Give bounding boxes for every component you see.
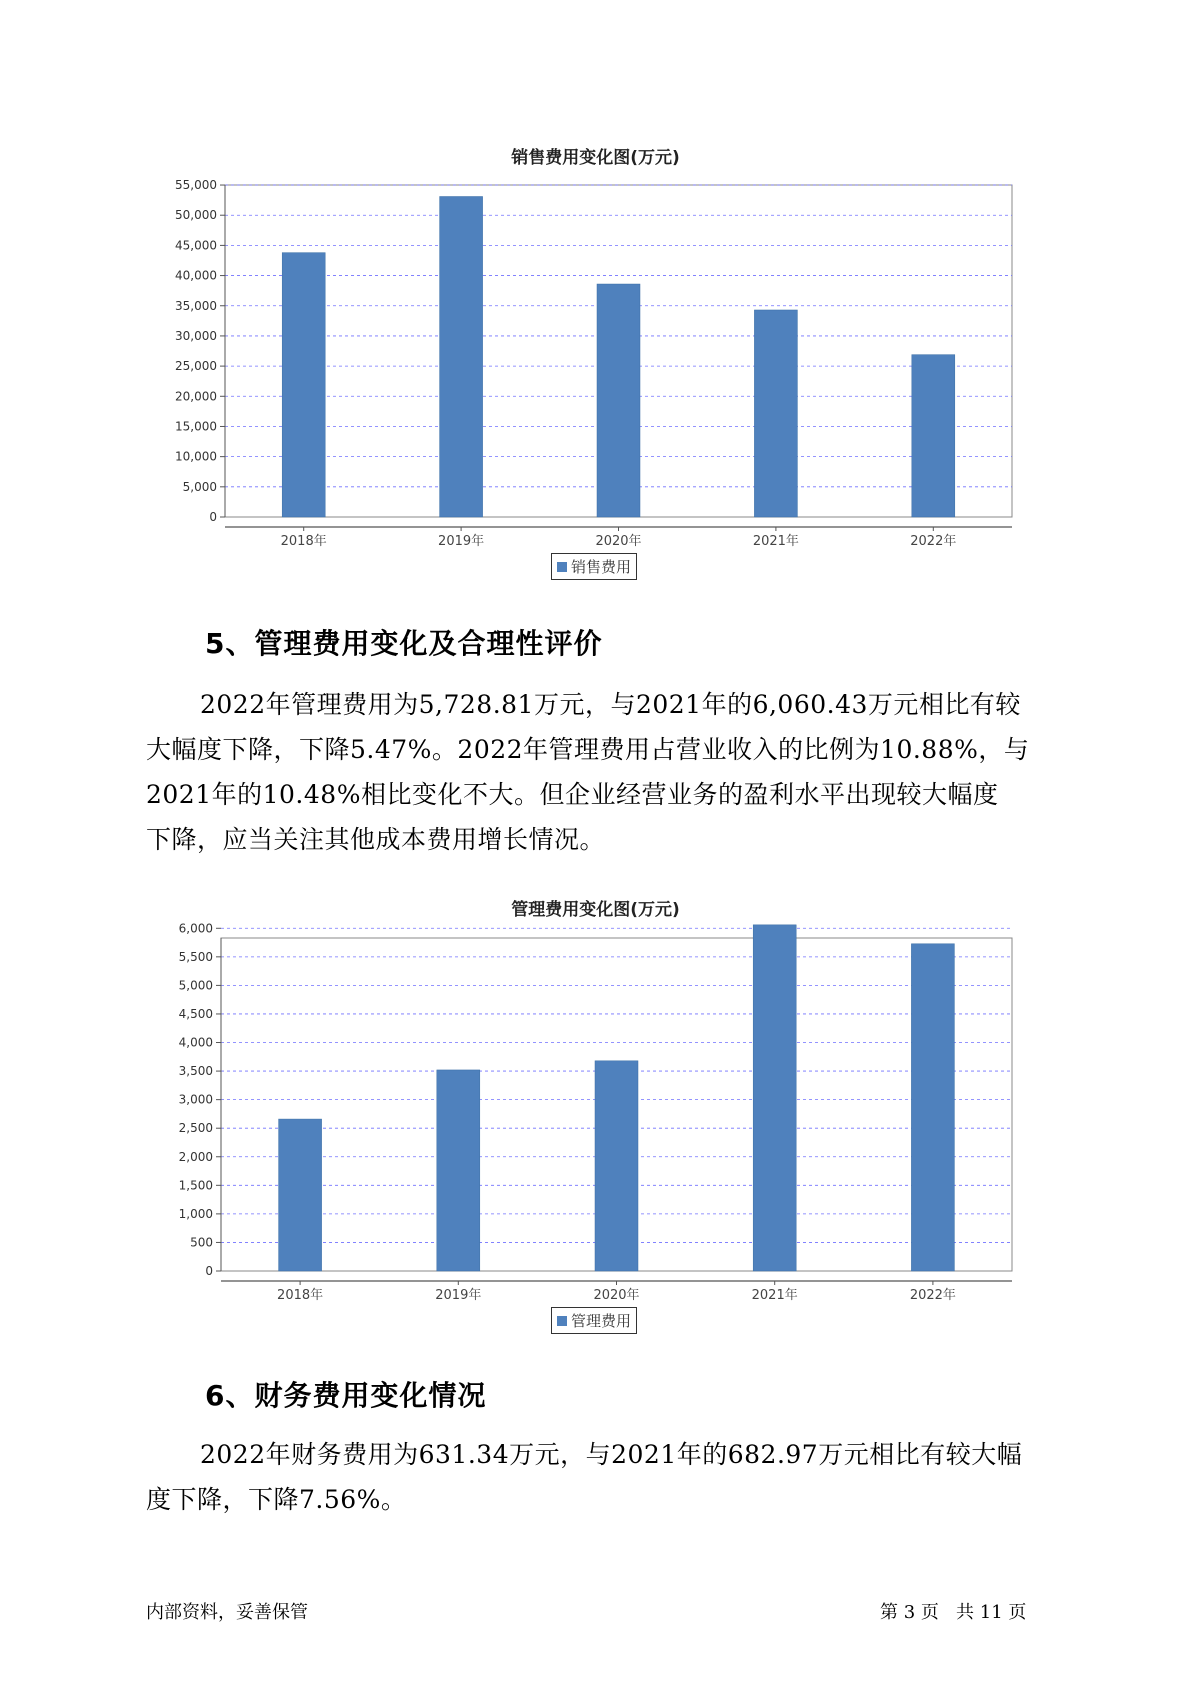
y-tick-label: 20,000 [175, 389, 217, 404]
y-tick-label: 1,000 [178, 1206, 213, 1221]
bar [440, 197, 483, 517]
x-tick-label: 2020年 [593, 1288, 640, 1303]
y-tick-label: 0 [205, 1264, 213, 1278]
y-tick-label: 25,000 [175, 359, 217, 374]
bar [595, 1061, 638, 1271]
y-tick-label: 5,000 [182, 479, 217, 494]
x-tick-label: 2019年 [435, 1288, 482, 1303]
y-tick-label: 55,000 [175, 178, 217, 193]
paragraph-line: 2022年管理费用为5,728.81万元，与2021年的6,060.43万元相比有较 [200, 690, 1021, 719]
y-tick-label: 1,500 [178, 1178, 213, 1193]
y-tick-label: 3,000 [178, 1092, 213, 1107]
x-tick-label: 2018年 [280, 534, 327, 549]
y-tick-label: 50,000 [175, 208, 217, 223]
x-tick-label: 2019年 [438, 534, 485, 549]
management-expense-chart [0, 921, 1191, 1303]
y-tick-label: 0 [209, 510, 217, 524]
y-tick-label: 4,500 [178, 1006, 213, 1021]
y-tick-label: 15,000 [175, 419, 217, 434]
y-tick-label: 3,500 [178, 1064, 213, 1079]
section-heading: 6、财务费用变化情况 [205, 1379, 487, 1412]
x-tick-label: 2020年 [595, 534, 642, 549]
y-tick-label: 10,000 [175, 449, 217, 464]
bar [753, 925, 796, 1271]
legend-label: 销售费用 [571, 558, 632, 576]
x-tick-label: 2022年 [909, 1288, 956, 1303]
paragraph-line: 下降，应当关注其他成本费用增长情况。 [146, 825, 606, 854]
y-tick-label: 2,000 [178, 1149, 213, 1164]
x-tick-label: 2018年 [277, 1288, 324, 1303]
bar [754, 310, 797, 517]
legend-swatch [557, 1316, 567, 1326]
footer-confidential: 内部资料，妥善保管 [146, 1602, 308, 1623]
paragraph [146, 1432, 1046, 1522]
bar [282, 253, 325, 517]
y-tick-label: 45,000 [175, 238, 217, 253]
y-tick-label: 35,000 [175, 298, 217, 313]
y-tick-label: 30,000 [175, 328, 217, 343]
chart-title: 销售费用变化图(万元) [511, 148, 680, 168]
x-tick-label: 2021年 [752, 534, 799, 549]
y-tick-label: 500 [190, 1235, 213, 1250]
paragraph [146, 682, 1046, 862]
paragraph-line: 2021年的10.48%相比变化不大。但企业经营业务的盈利水平出现较大幅度 [146, 780, 999, 809]
bar [912, 355, 955, 517]
footer-page-number: 第 3 页 共 11 页 [880, 1602, 1027, 1623]
legend-swatch [557, 562, 567, 572]
section-heading: 5、管理费用变化及合理性评价 [205, 627, 603, 660]
chart-legend [551, 1307, 637, 1334]
y-tick-label: 2,500 [178, 1121, 213, 1136]
y-tick-label: 4,000 [178, 1035, 213, 1050]
chart-legend [551, 553, 637, 580]
y-tick-label: 5,500 [178, 949, 213, 964]
bar [911, 944, 954, 1271]
chart-title: 管理费用变化图(万元) [511, 900, 680, 920]
paragraph-line: 大幅度下降，下降5.47%。2022年管理费用占营业收入的比例为10.88%，与 [146, 735, 1030, 764]
paragraph-line: 2022年财务费用为631.34万元，与2021年的682.97万元相比有较大幅 [200, 1440, 1023, 1469]
x-tick-label: 2022年 [910, 534, 957, 549]
bar [279, 1119, 322, 1271]
y-tick-label: 5,000 [178, 978, 213, 993]
bar [437, 1070, 480, 1271]
y-tick-label: 6,000 [178, 921, 213, 936]
legend-label: 管理费用 [571, 1312, 632, 1330]
sales-expense-chart [0, 170, 1191, 690]
paragraph-line: 度下降，下降7.56%。 [146, 1485, 407, 1514]
bar [597, 284, 640, 517]
x-tick-label: 2021年 [751, 1288, 798, 1303]
y-tick-label: 40,000 [175, 268, 217, 283]
